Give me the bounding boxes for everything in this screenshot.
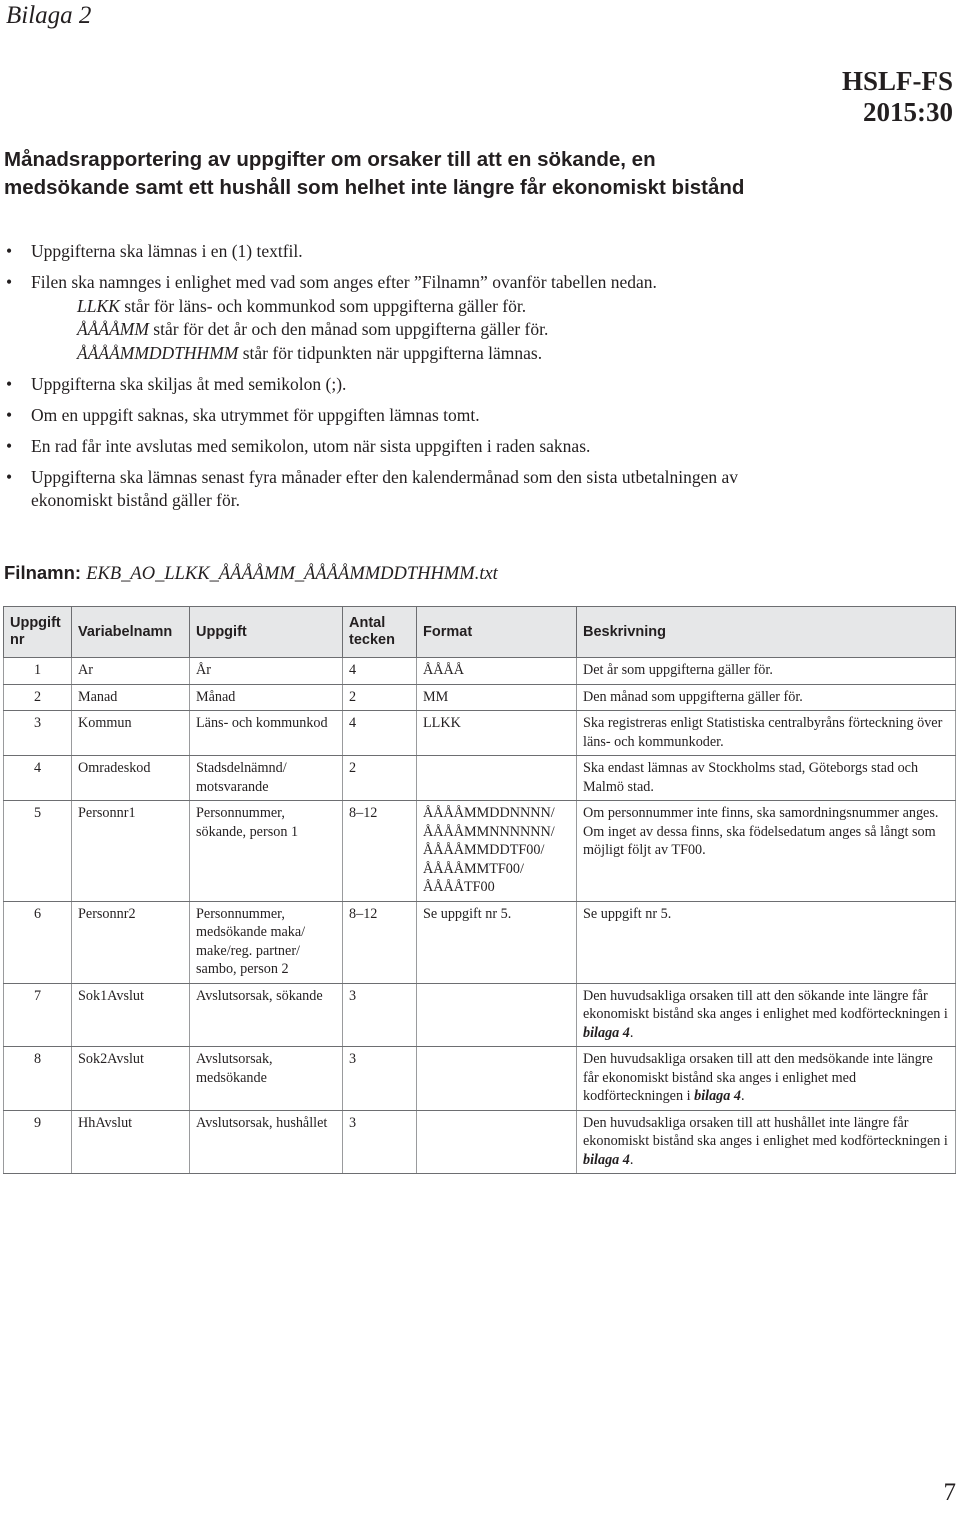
cell-var: Sok2Avslut (72, 1047, 190, 1111)
cell-beskrivning: Den huvudsakliga orsaken till att den medsökande inte längre får ekonomiskt bistånd ska anges i enlighet med kodförteckningen i bilaga 4. (577, 1047, 956, 1111)
cell-uppgift: År (190, 658, 343, 685)
cell-antal: 8–12 (343, 801, 417, 902)
cell-antal: 2 (343, 684, 417, 711)
cell-uppgift: Stadsdelnämnd/ motsvarande (190, 756, 343, 801)
cell-uppgift: Avslutsorsak, medsökande (190, 1047, 343, 1111)
header-nr: Uppgift nr (4, 607, 72, 658)
cell-beskrivning: Ska endast lämnas av Stockholms stad, Göteborgs stad och Malmö stad. (577, 756, 956, 801)
cell-beskrivning: Den huvudsakliga orsaken till att hushållet inte längre får ekonomiskt bistånd ska anges i enlighet med kodförteckningen i bilaga 4. (577, 1110, 956, 1174)
cell-antal: 3 (343, 1110, 417, 1174)
cell-format (417, 756, 577, 801)
cell-format (417, 1110, 577, 1174)
cell-nr: 3 (4, 711, 72, 756)
cell-beskrivning: Den huvudsakliga orsaken till att den sökande inte längre får ekonomiskt bistånd ska anges i enlighet med kodförteckningen i bilaga 4. (577, 983, 956, 1047)
page-number: 7 (943, 1479, 956, 1506)
series-number: 2015:30 (863, 97, 953, 127)
list-item: • Uppgifterna ska skiljas åt med semikolon (;). (6, 373, 347, 394)
cell-uppgift: Personnummer, medsökande maka/ make/reg. partner/ sambo, person 2 (190, 901, 343, 983)
cell-format (417, 983, 577, 1047)
filename-part-timestamp: ÅÅÅÅMMDDTHHMM står för tidpunkten när uppgifterna lämnas. (77, 342, 543, 363)
header-variabelnamn: Variabelnamn (72, 607, 190, 658)
header-uppgift: Uppgift (190, 607, 343, 658)
filename-part-month: ÅÅÅÅMM står för det år och den månad som uppgifterna gäller för. (77, 319, 549, 339)
list-item: • Uppgifterna ska lämnas i en (1) textfil. (6, 241, 303, 261)
cell-format: ÅÅÅÅ (417, 658, 577, 685)
appendix-label: Bilaga 2 (6, 2, 92, 29)
filename-value: EKB_AO_LLKK_ÅÅÅÅMM_ÅÅÅÅMMDDTHHMM.txt (86, 564, 498, 584)
document-series (842, 66, 953, 128)
table-row (4, 658, 956, 685)
instruction-list (0, 240, 760, 520)
cell-beskrivning: Se uppgift nr 5. (577, 901, 956, 983)
list-item: • Filen ska namnges i enlighet med vad som anges efter ”Filnamn” ovanför tabellen nedan. LLKK står för läns- och kommunkod som uppgifterna gäller för. ÅÅÅÅMM står för det år och den månad som uppgifterna gäller för. ÅÅÅÅMMDDTHHMM står för tidpunkten när uppgifterna lämnas. (0, 271, 760, 365)
cell-beskrivning: Den månad som uppgifterna gäller för. (577, 684, 956, 711)
table-header-row (4, 607, 956, 658)
table-row (4, 901, 956, 983)
cell-uppgift: Läns- och kommunkod (190, 711, 343, 756)
cell-nr: 9 (4, 1110, 72, 1174)
header-beskrivning: Beskrivning (577, 607, 956, 658)
cell-nr: 2 (4, 684, 72, 711)
cell-nr: 8 (4, 1047, 72, 1111)
table-row (4, 1110, 956, 1174)
header-antal: Antal tecken (343, 607, 417, 658)
cell-format: ÅÅÅÅMMDDNNNN/ ÅÅÅÅMMNNNNNN/ ÅÅÅÅMMDDTF00/ ÅÅÅÅMMTF00/ ÅÅÅÅTF00 (417, 801, 577, 902)
cell-format: LLKK (417, 711, 577, 756)
cell-var: Personnr1 (72, 801, 190, 902)
filename-label: Filnamn: (4, 562, 87, 583)
table-row (4, 1047, 956, 1111)
cell-antal: 4 (343, 658, 417, 685)
header-format: Format (417, 607, 577, 658)
cell-antal: 8–12 (343, 901, 417, 983)
cell-beskrivning: Det år som uppgifterna gäller för. (577, 658, 956, 685)
cell-antal: 3 (343, 1047, 417, 1111)
cell-var: Omradeskod (72, 756, 190, 801)
cell-uppgift: Månad (190, 684, 343, 711)
list-item: • En rad får inte avslutas med semikolon, utom när sista uppgiften i raden saknas. (6, 435, 591, 456)
cell-format: MM (417, 684, 577, 711)
cell-var: HhAvslut (72, 1110, 190, 1174)
cell-antal: 4 (343, 711, 417, 756)
series-name: HSLF-FS (841, 66, 953, 96)
cell-antal: 3 (343, 983, 417, 1047)
cell-var: Kommun (72, 711, 190, 756)
cell-nr: 5 (4, 801, 72, 902)
cell-beskrivning: Ska registreras enligt Statistiska centralbyråns förteckning över läns- och kommunkoder. (577, 711, 956, 756)
cell-uppgift: Avslutsorsak, sökande (190, 983, 343, 1047)
specification-table (3, 606, 956, 1174)
cell-nr: 4 (4, 756, 72, 801)
table-row (4, 801, 956, 902)
cell-var: Ar (72, 658, 190, 685)
cell-uppgift: Avslutsorsak, hushållet (190, 1110, 343, 1174)
list-item: • Om en uppgift saknas, ska utrymmet för uppgiften lämnas tomt. (6, 404, 480, 425)
cell-nr: 6 (4, 901, 72, 983)
cell-nr: 7 (4, 983, 72, 1047)
list-item: • Uppgifterna ska lämnas senast fyra månader efter den kalendermånad som den sista utbetalningen av ekonomiskt bistånd gäller för. (6, 466, 739, 510)
cell-antal: 2 (343, 756, 417, 801)
cell-var: Manad (72, 684, 190, 711)
table-row (4, 711, 956, 756)
cell-format (417, 1047, 577, 1111)
filename-part-llkk: LLKK står för läns- och kommunkod som uppgifterna gäller för. (77, 295, 527, 316)
table-row (4, 983, 956, 1047)
cell-var: Sok1Avslut (72, 983, 190, 1047)
filename-line (4, 562, 498, 585)
cell-nr: 1 (4, 658, 72, 685)
cell-beskrivning: Om personnummer inte finns, ska samordningsnummer anges. Om inget av dessa finns, ska födelsedatum anges så långt som möjligt följt av TF00. (577, 801, 956, 902)
cell-var: Personnr2 (72, 901, 190, 983)
cell-format: Se uppgift nr 5. (417, 901, 577, 983)
table-row (4, 756, 956, 801)
cell-uppgift: Personnummer, sökande, person 1 (190, 801, 343, 902)
table-row (4, 684, 956, 711)
section-title: Månadsrapportering av uppgifter om orsaker till att en sökande, en medsökande samt ett hushåll som helhet inte längre får ekonomiskt bistånd (4, 148, 745, 199)
